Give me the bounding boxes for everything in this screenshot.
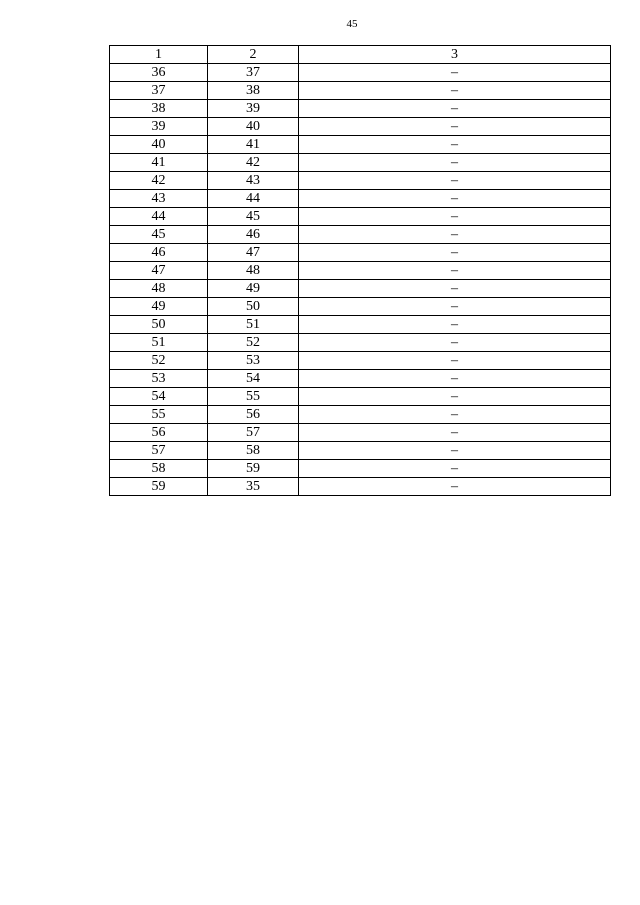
cell-col-2: 43: [208, 172, 299, 190]
table-row: [110, 424, 611, 442]
cell-col-3: –: [299, 298, 611, 316]
cell-col-2: 53: [208, 352, 299, 370]
cell-col-3: –: [299, 82, 611, 100]
cell-col-2: 56: [208, 406, 299, 424]
cell-col-2: 38: [208, 82, 299, 100]
cell-col-1: 49: [110, 298, 208, 316]
cell-col-2: 55: [208, 388, 299, 406]
table-row: [110, 172, 611, 190]
cell-col-1: 47: [110, 262, 208, 280]
cell-col-1: 59: [110, 478, 208, 496]
table-header-row: [110, 46, 611, 64]
table-row: [110, 334, 611, 352]
cell-col-3: –: [299, 352, 611, 370]
cell-col-2: 44: [208, 190, 299, 208]
cell-col-2: 42: [208, 154, 299, 172]
cell-col-3: –: [299, 136, 611, 154]
cell-col-1: 39: [110, 118, 208, 136]
cell-col-2: 45: [208, 208, 299, 226]
cell-col-2: 51: [208, 316, 299, 334]
table-row: [110, 370, 611, 388]
cell-col-2: 48: [208, 262, 299, 280]
cell-col-3: –: [299, 244, 611, 262]
cell-col-3: –: [299, 370, 611, 388]
cell-col-3: –: [299, 208, 611, 226]
cell-col-2: 40: [208, 118, 299, 136]
table-row: [110, 352, 611, 370]
table-body: [110, 64, 611, 496]
cell-col-3: –: [299, 226, 611, 244]
cell-col-2: 47: [208, 244, 299, 262]
table-row: [110, 280, 611, 298]
cell-col-1: 36: [110, 64, 208, 82]
cell-col-3: –: [299, 154, 611, 172]
cell-col-1: 56: [110, 424, 208, 442]
cell-col-3: –: [299, 118, 611, 136]
table-row: [110, 100, 611, 118]
table-row: [110, 478, 611, 496]
cell-col-1: 41: [110, 154, 208, 172]
cell-col-2: 49: [208, 280, 299, 298]
cell-col-2: 52: [208, 334, 299, 352]
table-row: [110, 298, 611, 316]
cell-col-3: –: [299, 190, 611, 208]
cell-col-3: –: [299, 172, 611, 190]
cell-col-2: 59: [208, 460, 299, 478]
cell-col-1: 55: [110, 406, 208, 424]
column-header-2: 2: [208, 46, 299, 64]
table-row: [110, 118, 611, 136]
cell-col-2: 37: [208, 64, 299, 82]
cell-col-3: –: [299, 478, 611, 496]
cell-col-1: 45: [110, 226, 208, 244]
cell-col-1: 57: [110, 442, 208, 460]
cell-col-3: –: [299, 64, 611, 82]
cell-col-2: 58: [208, 442, 299, 460]
table-row: [110, 154, 611, 172]
cell-col-3: –: [299, 280, 611, 298]
cell-col-1: 37: [110, 82, 208, 100]
cell-col-2: 50: [208, 298, 299, 316]
cell-col-1: 58: [110, 460, 208, 478]
cell-col-2: 57: [208, 424, 299, 442]
cell-col-2: 39: [208, 100, 299, 118]
cell-col-3: –: [299, 316, 611, 334]
cell-col-1: 50: [110, 316, 208, 334]
cell-col-1: 40: [110, 136, 208, 154]
cell-col-2: 46: [208, 226, 299, 244]
cell-col-2: 54: [208, 370, 299, 388]
cell-col-2: 35: [208, 478, 299, 496]
data-table: [109, 45, 611, 496]
table-row: [110, 388, 611, 406]
table-row: [110, 226, 611, 244]
table-row: [110, 316, 611, 334]
cell-col-1: 48: [110, 280, 208, 298]
table-row: [110, 136, 611, 154]
cell-col-2: 41: [208, 136, 299, 154]
table-row: [110, 82, 611, 100]
table-row: [110, 208, 611, 226]
table-row: [110, 406, 611, 424]
cell-col-3: –: [299, 388, 611, 406]
cell-col-3: –: [299, 334, 611, 352]
column-header-3: 3: [299, 46, 611, 64]
cell-col-3: –: [299, 406, 611, 424]
cell-col-3: –: [299, 262, 611, 280]
table-row: [110, 442, 611, 460]
table-row: [110, 262, 611, 280]
cell-col-1: 43: [110, 190, 208, 208]
table-row: [110, 190, 611, 208]
page-number: 45: [346, 18, 358, 30]
cell-col-1: 54: [110, 388, 208, 406]
cell-col-3: –: [299, 100, 611, 118]
cell-col-1: 51: [110, 334, 208, 352]
cell-col-3: –: [299, 424, 611, 442]
column-header-1: 1: [110, 46, 208, 64]
table-row: [110, 244, 611, 262]
cell-col-3: –: [299, 460, 611, 478]
cell-col-1: 38: [110, 100, 208, 118]
cell-col-1: 42: [110, 172, 208, 190]
table-row: [110, 460, 611, 478]
table-row: [110, 64, 611, 82]
cell-col-1: 52: [110, 352, 208, 370]
cell-col-3: –: [299, 442, 611, 460]
cell-col-1: 53: [110, 370, 208, 388]
cell-col-1: 44: [110, 208, 208, 226]
cell-col-1: 46: [110, 244, 208, 262]
